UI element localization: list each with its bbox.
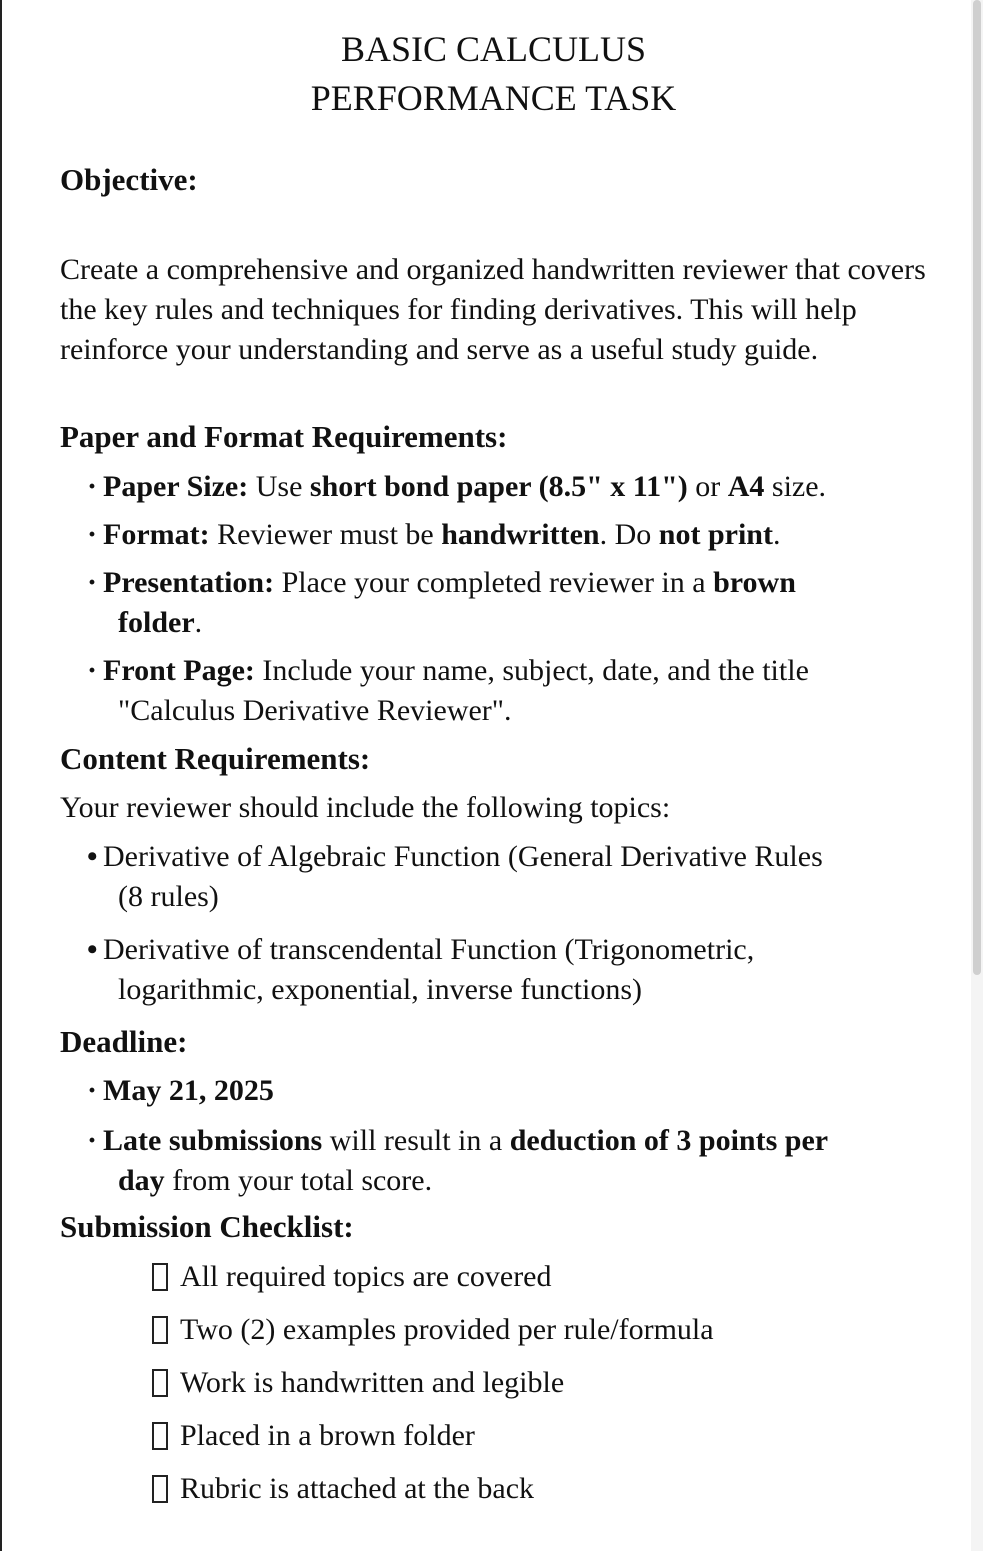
bullet-icon: · [87, 1124, 98, 1157]
front-page-continuation: "Calculus Derivative Reviewer". [118, 694, 512, 727]
format-text-do: . Do [599, 518, 659, 551]
bullet-icon: · [87, 654, 98, 687]
checklist-item-label: All required topics are covered [180, 1260, 552, 1293]
objective-heading: Objective: [60, 162, 198, 197]
front-page-item [87, 651, 927, 731]
checklist-item [152, 1257, 552, 1297]
paper-size-a4: A4 [727, 470, 765, 503]
topic-continuation: (8 rules) [118, 880, 219, 913]
checkbox[interactable] [152, 1369, 168, 1397]
paper-format-heading: Paper and Format Requirements: [60, 419, 508, 454]
bullet-icon: · [87, 518, 98, 551]
bullet-icon: • [87, 933, 98, 966]
presentation-text-end: . [194, 606, 203, 639]
presentation-folder: folder [118, 606, 195, 639]
deadline-date: May 21, 2025 [103, 1074, 274, 1107]
late-text-end: from your total score. [164, 1164, 433, 1197]
checklist-item [152, 1469, 534, 1509]
checklist-item-label: Work is handwritten and legible [180, 1366, 565, 1399]
format-text: Reviewer must be [209, 518, 442, 551]
topic-text: Derivative of Algebraic Function (General Derivative Rules [103, 840, 823, 873]
checkbox[interactable] [152, 1316, 168, 1344]
front-page-text: Include your name, subject, date, and the title [254, 654, 809, 687]
late-text: will result in a [322, 1124, 510, 1157]
bullet-icon: · [87, 566, 98, 599]
content-intro: Your reviewer should include the following topics: [60, 791, 671, 824]
late-continuation [87, 1161, 927, 1201]
deadline-date-item [87, 1071, 927, 1111]
format-item [87, 515, 927, 555]
scrollbar-thumb[interactable] [973, 0, 981, 975]
objective-text: Create a comprehensive and organized handwritten reviewer that covers the key rules and techniques for finding derivatives. This will help reinforce your understanding and serve as a useful study guide. [60, 253, 926, 366]
checklist-item-label: Placed in a brown folder [180, 1419, 475, 1452]
late-label: Late submissions [103, 1124, 323, 1157]
late-deduction: deduction of 3 points per [509, 1124, 829, 1157]
format-text-end: . [772, 518, 781, 551]
format-not-print: not print [658, 518, 773, 551]
topic-text: Derivative of transcendental Function (Trigonometric, [103, 933, 755, 966]
page-left-border [0, 0, 2, 1551]
presentation-text: Place your completed reviewer in a [274, 566, 714, 599]
presentation-continuation [87, 603, 927, 643]
checkbox[interactable] [152, 1263, 168, 1291]
format-handwritten: handwritten [441, 518, 600, 551]
checklist-item [152, 1310, 714, 1350]
topic-item [87, 837, 927, 917]
paper-size-label: Paper Size: [103, 470, 249, 503]
presentation-label: Presentation: [103, 566, 275, 599]
paper-size-item [87, 467, 927, 507]
topic-item [87, 930, 927, 1010]
late-day: day [118, 1164, 165, 1197]
front-page-label: Front Page: [103, 654, 255, 687]
checklist-item [152, 1363, 564, 1403]
presentation-brown: brown [713, 566, 796, 599]
paper-size-text-or: or [687, 470, 728, 503]
checklist-heading: Submission Checklist: [60, 1209, 354, 1244]
paper-size-text-end: size. [764, 470, 827, 503]
topic-continuation: logarithmic, exponential, inverse functions) [118, 973, 643, 1006]
bullet-icon: · [87, 470, 98, 503]
paper-size-bold: short bond paper (8.5" x 11") [309, 470, 688, 503]
bullet-icon: · [87, 1074, 98, 1107]
checkbox[interactable] [152, 1475, 168, 1503]
bullet-icon: • [87, 840, 98, 873]
format-label: Format: [103, 518, 210, 551]
deadline-heading: Deadline: [60, 1024, 188, 1059]
content-heading: Content Requirements: [60, 741, 371, 776]
checklist-item-label: Rubric is attached at the back [180, 1472, 535, 1505]
paper-size-text: Use [248, 470, 310, 503]
checklist-item [152, 1416, 475, 1456]
presentation-item [87, 563, 927, 643]
late-policy-item [87, 1121, 927, 1201]
document-subtitle: PERFORMANCE TASK [310, 78, 677, 118]
checkbox[interactable] [152, 1422, 168, 1450]
document-title: BASIC CALCULUS [340, 29, 647, 69]
checklist-item-label: Two (2) examples provided per rule/formula [180, 1313, 714, 1346]
